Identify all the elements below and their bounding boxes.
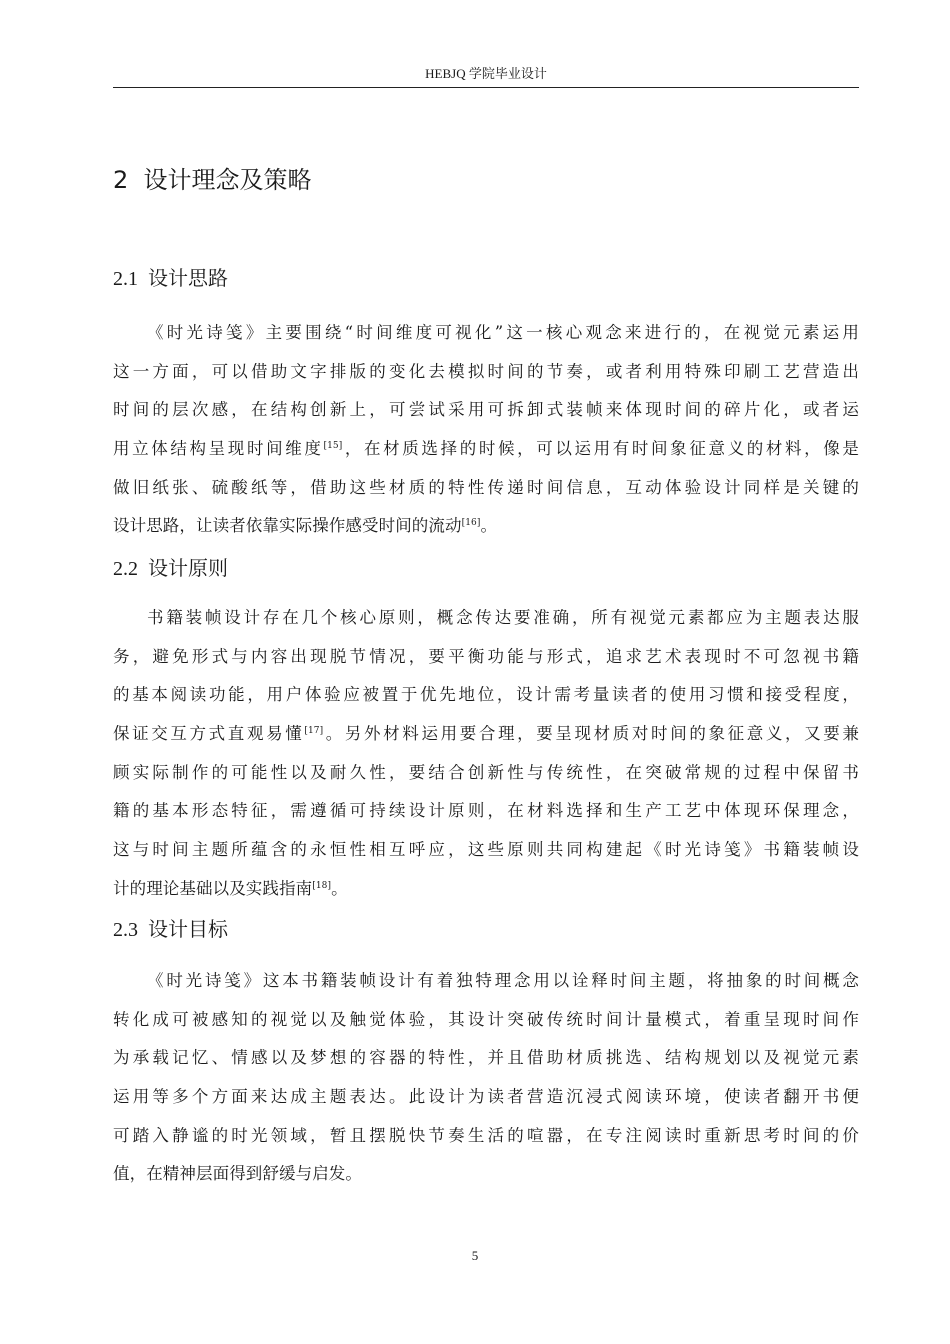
running-header: HEBJQ 学院毕业设计 xyxy=(425,66,547,81)
section-heading-text: 设计思路 xyxy=(148,266,228,290)
paragraph-design-ideas xyxy=(113,314,859,546)
text-line: 时间的层次感，在结构创新上，可尝试采用可拆卸式装帧来体现时间的碎片化，或者运 xyxy=(113,400,859,420)
text-line: 为承载记忆、情感以及梦想的容器的特性，并且借助材质挑选、结构规划以及视觉元素 xyxy=(113,1048,859,1068)
text-line: 设计思路，让读者依靠实际操作感受时间的流动[16]。 xyxy=(113,516,498,536)
chapter-heading-text: 设计理念及策略 xyxy=(143,166,312,194)
paragraph-design-principles xyxy=(113,599,859,909)
chapter-number: 2 xyxy=(113,166,129,194)
text-line: 运用等多个方面来达成主题表达。此设计为读者营造沉浸式阅读环境，使读者翻开书便 xyxy=(113,1087,859,1107)
paragraph-design-goals xyxy=(113,962,859,1194)
text-line: 的基本阅读功能，用户体验应被置于优先地位，设计需考量读者的使用习惯和接受程度， xyxy=(113,685,859,705)
section-title-2-3 xyxy=(113,915,228,944)
section-number: 2.3 xyxy=(113,919,138,941)
section-number: 2.2 xyxy=(113,558,138,580)
citation-marker: [15] xyxy=(323,441,343,452)
text-line: 保证交互方式直观易懂[17]。另外材料运用要合理，要呈现材质对时间的象征意义，又要兼 xyxy=(113,724,860,744)
text-line: 这一方面，可以借助文字排版的变化去模拟时间的节奏，或者利用特殊印刷工艺营造出 xyxy=(113,361,859,381)
text-line: 《时光诗笺》这本书籍装帧设计有着独特理念用以诠释时间主题，将抽象的时间概念 xyxy=(147,971,859,990)
header-rule xyxy=(113,87,859,88)
text-line: 值，在精神层面得到舒缓与启发。 xyxy=(113,1164,362,1184)
text-line: 计的理论基础以及实践指南[18]。 xyxy=(113,878,348,898)
text-line: 顾实际制作的可能性以及耐久性，要结合创新性与传统性，在突破常规的过程中保留书 xyxy=(113,762,859,782)
text-line: 书籍装帧设计存在几个核心原则，概念传达要准确，所有视觉元素都应为主题表达服 xyxy=(147,608,859,627)
section-title-2-2 xyxy=(113,554,228,583)
section-number: 2.1 xyxy=(113,268,138,290)
citation-marker: [17] xyxy=(304,726,324,737)
citation-marker: [18] xyxy=(312,880,332,891)
chapter-title xyxy=(113,164,312,196)
text-line: 《时光诗笺》主要围绕“时间维度可视化”这一核心观念来进行的，在视觉元素运用 xyxy=(147,323,859,342)
text-line: 这与时间主题所蕴含的永恒性相互呼应，这些原则共同构建起《时光诗笺》书籍装帧设 xyxy=(113,840,859,860)
text-line: 籍的基本形态特征，需遵循可持续设计原则，在材料选择和生产工艺中体现环保理念， xyxy=(113,801,859,821)
text-line: 务，避免形式与内容出现脱节情况，要平衡功能与形式，追求艺术表现时不可忽视书籍 xyxy=(113,646,859,666)
page-number: 5 xyxy=(471,1248,479,1263)
text-line: 转化成可被感知的视觉以及触觉体验，其设计突破传统时间计量模式，着重呈现时间作 xyxy=(113,1009,859,1029)
section-heading-text: 设计原则 xyxy=(148,556,228,580)
text-line: 用立体结构呈现时间维度[15]，在材质选择的时候，可以运用有时间象征意义的材料，像是 xyxy=(113,439,859,459)
citation-marker: [16] xyxy=(461,518,481,529)
section-title-2-1 xyxy=(113,264,228,293)
text-line: 可踏入静谧的时光领域，暂且摆脱快节奏生活的喧嚣，在专注阅读时重新思考时间的价 xyxy=(113,1125,859,1145)
text-line: 做旧纸张、硫酸纸等，借助这些材质的特性传递时间信息，互动体验设计同样是关键的 xyxy=(113,477,859,497)
section-heading-text: 设计目标 xyxy=(148,917,228,941)
